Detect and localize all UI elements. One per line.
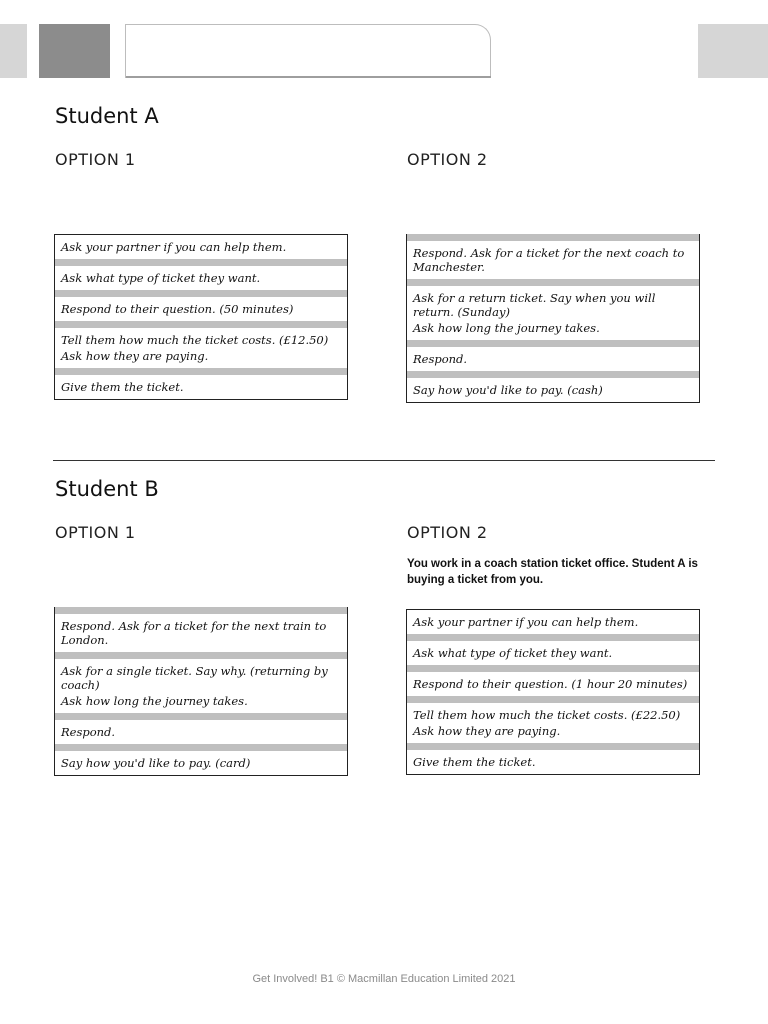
row-separator	[407, 696, 699, 703]
card-row: Give them the ticket.	[413, 755, 536, 769]
row-separator	[407, 634, 699, 641]
row-separator	[55, 321, 347, 328]
card-top-bar	[55, 607, 347, 614]
card-row: Ask what type of ticket they want.	[61, 271, 261, 285]
row-separator	[407, 279, 699, 286]
row-separator	[55, 713, 347, 720]
card-row: Ask your partner if you can help them.	[61, 240, 287, 254]
card-row: Ask for a return ticket. Say when you will return. (Sunday)	[413, 291, 656, 319]
card-row: Ask what type of ticket they want.	[413, 646, 613, 660]
card-row: Respond to their question. (1 hour 20 minutes)	[413, 677, 688, 691]
row-separator	[55, 368, 347, 375]
student-b-option1-label: OPTION 1	[55, 523, 136, 542]
student-b-title: Student B	[55, 477, 159, 501]
header-block-dark	[39, 24, 110, 78]
card-row: Ask how long the journey takes.	[61, 694, 248, 708]
card-row: Respond to their question. (50 minutes)	[61, 302, 294, 316]
card-row: Ask how they are paying.	[413, 724, 561, 738]
card-row: Ask your partner if you can help them.	[413, 615, 639, 629]
row-separator	[407, 371, 699, 378]
row-separator	[55, 744, 347, 751]
card-top-bar	[407, 234, 699, 241]
student-a-option2-label: OPTION 2	[407, 150, 488, 169]
card-row: Ask for a single ticket. Say why. (returning by coach)	[61, 664, 328, 692]
student-a-title: Student A	[55, 104, 159, 128]
header-title-box	[125, 24, 491, 78]
student-a-option1-card	[54, 234, 348, 400]
card-row: Respond.	[413, 352, 468, 366]
row-separator	[55, 259, 347, 266]
header-tab-right	[698, 24, 768, 78]
section-divider	[53, 460, 715, 461]
student-a-option1-label: OPTION 1	[55, 150, 136, 169]
row-separator	[407, 665, 699, 672]
row-separator	[55, 290, 347, 297]
student-b-option2-intro: You work in a coach station ticket office. Student A is buying a ticket from you.	[407, 558, 698, 586]
student-b-option1-card	[54, 607, 348, 776]
footer-copyright: Get Involved! B1 © Macmillan Education Limited 2021	[252, 973, 516, 985]
student-b-option2-card	[406, 609, 700, 775]
card-row: Ask how they are paying.	[61, 349, 209, 363]
student-a-option2-card	[406, 234, 700, 403]
card-row: Say how you'd like to pay. (card)	[61, 756, 251, 770]
card-row: Respond. Ask for a ticket for the next train to London.	[61, 619, 327, 647]
card-row: Say how you'd like to pay. (cash)	[413, 383, 603, 397]
card-row: Ask how long the journey takes.	[413, 321, 600, 335]
row-separator	[407, 340, 699, 347]
card-row: Tell them how much the ticket costs. (£12.50)	[61, 333, 329, 347]
student-b-option2-label: OPTION 2	[407, 523, 488, 542]
card-row: Respond.	[61, 725, 116, 739]
card-row: Respond. Ask for a ticket for the next coach to Manchester.	[413, 246, 685, 274]
row-separator	[407, 743, 699, 750]
header-tab-left	[0, 24, 27, 78]
card-row: Give them the ticket.	[61, 380, 184, 394]
card-row: Tell them how much the ticket costs. (£22.50)	[413, 708, 681, 722]
row-separator	[55, 652, 347, 659]
